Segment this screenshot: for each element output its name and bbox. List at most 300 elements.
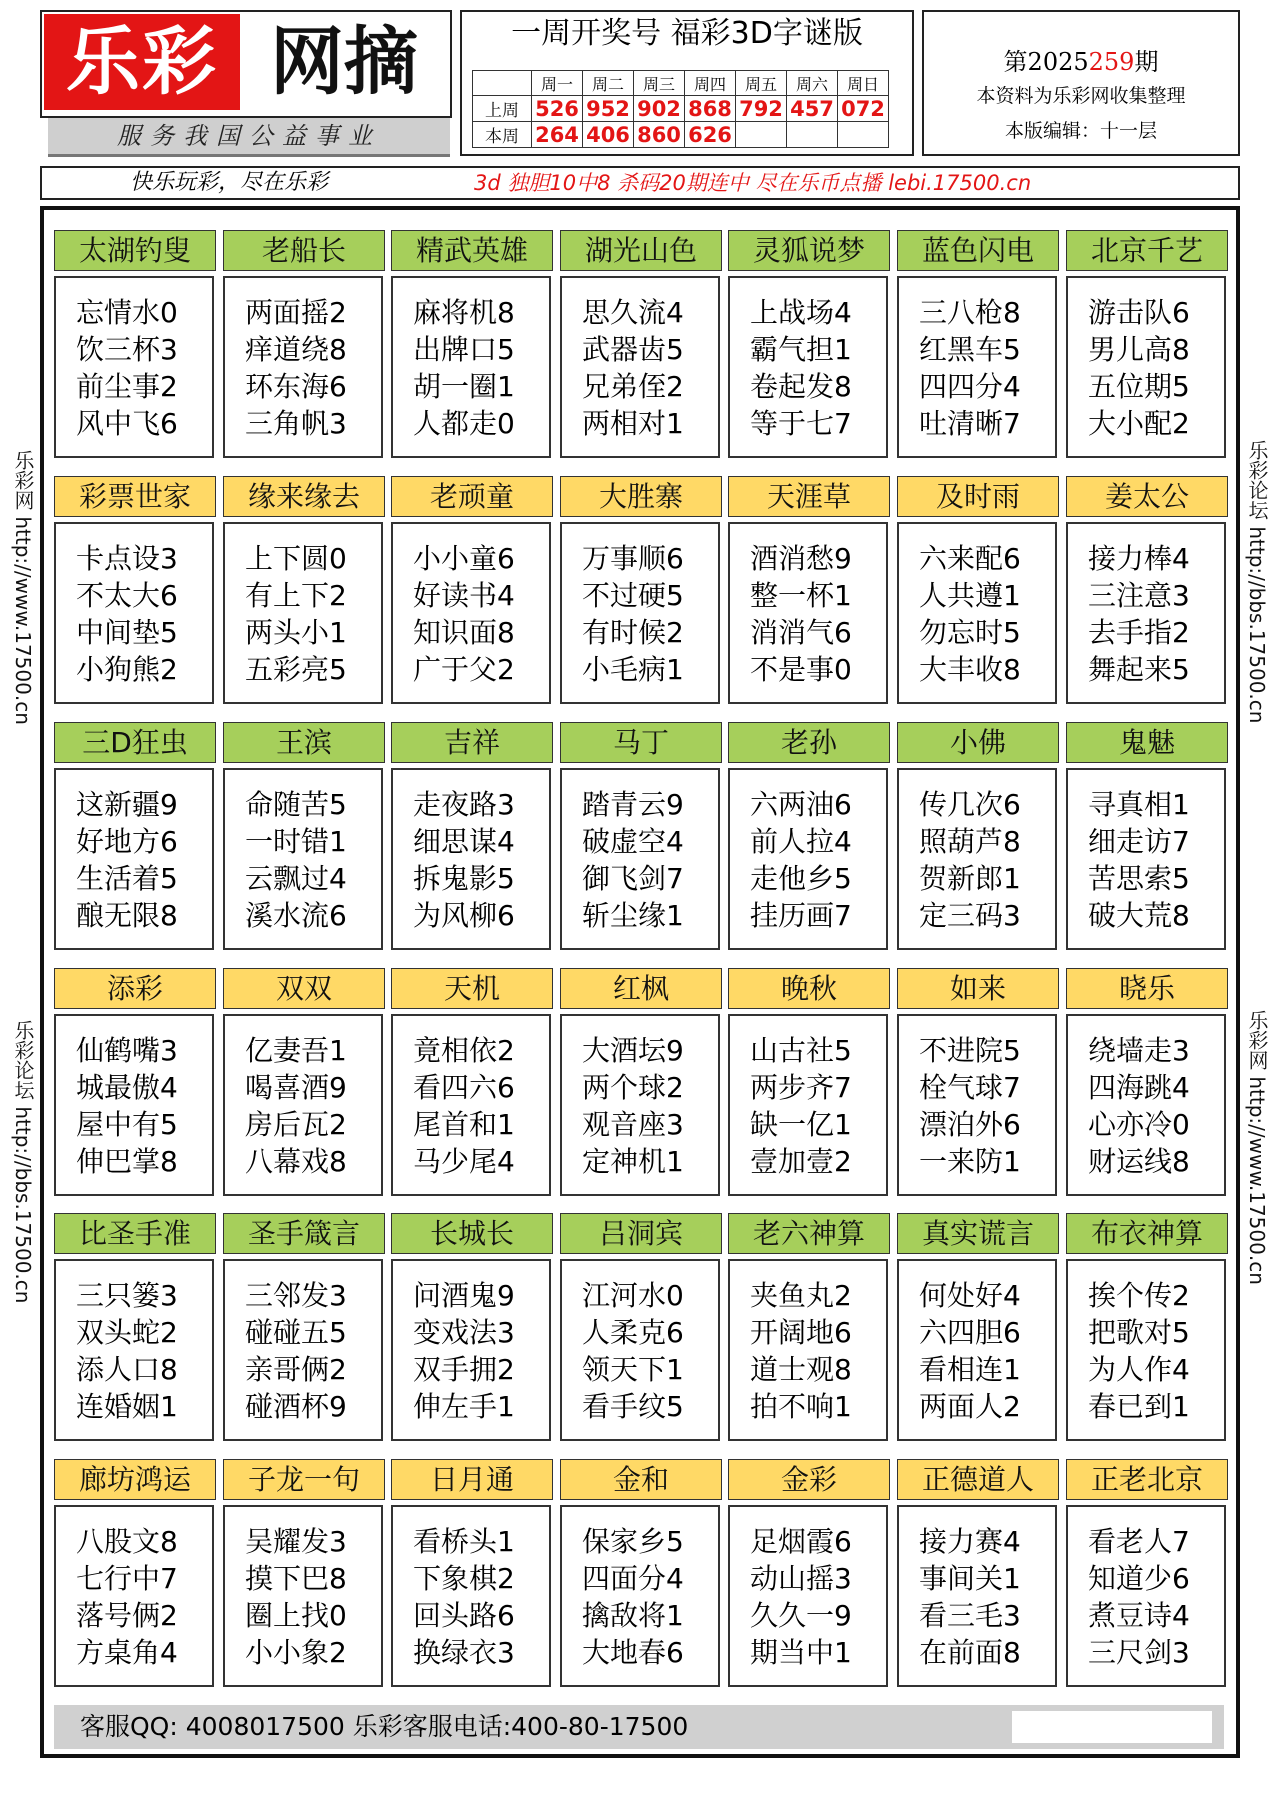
riddle-line: 夹鱼丸2 (750, 1279, 852, 1312)
riddle-line: 看三毛3 (919, 1599, 1021, 1632)
riddle-line: 添人口8 (76, 1353, 178, 1386)
riddle-line: 看相连1 (919, 1353, 1021, 1386)
riddle-line: 前尘事2 (76, 370, 178, 403)
riddle-line: 领天下1 (582, 1353, 684, 1386)
riddle-author: 添彩 (54, 968, 216, 1009)
riddle-author: 老六神算 (728, 1213, 890, 1254)
riddle-line: 竟相依2 (413, 1034, 515, 1067)
riddle-line: 饮三杯3 (76, 333, 178, 366)
riddle-line: 足烟霞6 (750, 1525, 852, 1558)
riddle-line: 细思谋4 (413, 825, 515, 858)
riddle-line: 伸巴掌8 (76, 1145, 178, 1178)
riddle-author: 老孙 (728, 722, 890, 763)
riddle-author: 金彩 (728, 1459, 890, 1500)
riddle-line: 财运线8 (1088, 1145, 1190, 1178)
riddle-author: 廊坊鸿运 (54, 1459, 216, 1500)
riddle-line: 走夜路3 (413, 788, 515, 821)
draw-numbers-box (460, 10, 914, 156)
riddle-line: 接力赛4 (919, 1525, 1021, 1558)
riddle-line: 酿无限8 (76, 899, 178, 932)
draw-header-row (473, 71, 889, 96)
riddle-line: 亿妻吾1 (245, 1034, 347, 1067)
riddle-author: 圣手箴言 (223, 1213, 385, 1254)
riddle-line: 接力棒4 (1088, 542, 1190, 575)
riddle-line: 大小配2 (1088, 407, 1190, 440)
riddle-line: 挨个传2 (1088, 1279, 1190, 1312)
riddle-line: 圈上找0 (245, 1599, 347, 1632)
riddle-card (560, 722, 722, 952)
day-header: 周三 (634, 71, 685, 96)
riddle-card (560, 968, 722, 1198)
riddle-line: 喝喜酒9 (245, 1071, 347, 1104)
riddle-author: 如来 (897, 968, 1059, 1009)
riddle-line: 大地春6 (582, 1636, 684, 1669)
riddle-line: 壹加壹2 (750, 1145, 852, 1178)
riddle-author: 吕洞宾 (560, 1213, 722, 1254)
day-header: 周五 (736, 71, 787, 96)
riddle-line: 溪水流6 (245, 899, 347, 932)
riddle-card (728, 722, 890, 952)
draw-number: 860 (634, 122, 685, 148)
riddle-line: 擒敌将1 (582, 1599, 684, 1632)
riddle-card (1066, 1459, 1228, 1689)
riddle-line: 一时错1 (245, 825, 347, 858)
riddle-line: 看手纹5 (582, 1390, 684, 1423)
riddle-line: 五彩亮5 (245, 653, 347, 686)
issue-box (922, 10, 1240, 156)
riddle-line: 前人拉4 (750, 825, 852, 858)
riddle-line: 照葫芦8 (919, 825, 1021, 858)
riddle-card (391, 1213, 553, 1443)
riddle-line: 在前面8 (919, 1636, 1021, 1669)
riddle-line: 游击队6 (1088, 296, 1190, 329)
riddle-line: 人共遵1 (919, 579, 1021, 612)
last-week-label: 上周 (473, 96, 532, 122)
riddle-line: 知识面8 (413, 616, 515, 649)
riddle-line: 知道少6 (1088, 1562, 1190, 1595)
riddle-card (1066, 968, 1228, 1198)
riddle-line: 缺一亿1 (750, 1108, 852, 1141)
riddle-line: 命随苦5 (245, 788, 347, 821)
draw-number (838, 122, 889, 148)
riddle-card (897, 722, 1059, 952)
riddle-line: 保家乡5 (582, 1525, 684, 1558)
riddle-card (391, 1459, 553, 1689)
riddle-author: 湖光山色 (560, 230, 722, 271)
riddle-line: 四四分4 (919, 370, 1021, 403)
riddle-line: 观音座3 (582, 1108, 684, 1141)
riddle-line: 期当中1 (750, 1636, 852, 1669)
riddle-author: 三D狂虫 (54, 722, 216, 763)
riddle-line: 开阔地6 (750, 1316, 852, 1349)
riddle-line: 走他乡5 (750, 862, 852, 895)
this-week-row (473, 122, 889, 148)
riddle-card (54, 1459, 216, 1689)
draw-table (472, 70, 889, 148)
issue-prefix: 第2025 (1003, 48, 1089, 76)
issue-suffix: 期 (1134, 48, 1159, 76)
riddle-author: 及时雨 (897, 476, 1059, 517)
riddle-line: 八股文8 (76, 1525, 178, 1558)
riddle-author: 天涯草 (728, 476, 890, 517)
riddle-line: 八幕戏8 (245, 1145, 347, 1178)
riddle-author: 子龙一句 (223, 1459, 385, 1500)
draw-number: 792 (736, 96, 787, 122)
riddle-line: 广于父2 (413, 653, 515, 686)
riddle-line: 上战场4 (750, 296, 852, 329)
riddle-line: 寻真相1 (1088, 788, 1190, 821)
riddle-line: 拆鬼影5 (413, 862, 515, 895)
riddle-line: 定神机1 (582, 1145, 684, 1178)
riddle-line: 山古社5 (750, 1034, 852, 1067)
riddle-card (728, 968, 890, 1198)
riddle-author: 精武英雄 (391, 230, 553, 271)
riddle-line: 看四六6 (413, 1071, 515, 1104)
banner-left: 快乐玩彩，尽在乐彩 (130, 170, 329, 195)
riddle-line: 胡一圈1 (413, 370, 515, 403)
riddle-line: 贺新郎1 (919, 862, 1021, 895)
riddle-line: 两面人2 (919, 1390, 1021, 1423)
riddle-line: 摸下巴8 (245, 1562, 347, 1595)
riddle-card (223, 1213, 385, 1443)
riddle-line: 环东海6 (245, 370, 347, 403)
draw-number (787, 122, 838, 148)
riddle-card (897, 476, 1059, 706)
riddle-line: 酒消愁9 (750, 542, 852, 575)
riddle-card (560, 476, 722, 706)
riddle-card (1066, 230, 1228, 460)
riddle-line: 变戏法3 (413, 1316, 515, 1349)
riddle-line: 三尺剑3 (1088, 1636, 1190, 1669)
riddle-line: 人都走0 (413, 407, 515, 440)
riddle-author: 老顽童 (391, 476, 553, 517)
riddle-card (897, 1213, 1059, 1443)
riddle-line: 整一杯1 (750, 579, 852, 612)
riddle-line: 上下圆0 (245, 542, 347, 575)
riddle-line: 房后瓦2 (245, 1108, 347, 1141)
riddle-author: 金和 (560, 1459, 722, 1500)
riddle-line: 两面摇2 (245, 296, 347, 329)
riddle-line: 春已到1 (1088, 1390, 1190, 1423)
riddle-line: 等于七7 (750, 407, 852, 440)
riddle-line: 尾首和1 (413, 1108, 515, 1141)
riddle-line: 动山摇3 (750, 1562, 852, 1595)
riddle-author: 北京千艺 (1066, 230, 1228, 271)
riddle-author: 比圣手准 (54, 1213, 216, 1254)
riddle-line: 万事顺6 (582, 542, 684, 575)
side-text-left-top: 乐彩网 http://www.17500.cn (11, 450, 35, 725)
riddle-author: 彩票世家 (54, 476, 216, 517)
riddle-line: 六两油6 (750, 788, 852, 821)
side-text-left-bottom: 乐彩论坛 http://bbs.17500.cn (11, 1020, 35, 1304)
riddle-author: 小佛 (897, 722, 1059, 763)
riddle-author: 长城长 (391, 1213, 553, 1254)
riddle-card (560, 1213, 722, 1443)
riddle-author: 蓝色闪电 (897, 230, 1059, 271)
side-text-right-bottom: 乐彩网 http://www.17500.cn (1245, 1010, 1269, 1285)
riddle-line: 出牌口5 (413, 333, 515, 366)
riddle-line: 云飘过4 (245, 862, 347, 895)
this-week-label: 本周 (473, 122, 532, 148)
riddle-line: 碰碰五5 (245, 1316, 347, 1349)
riddle-line: 看老人7 (1088, 1525, 1190, 1558)
riddle-line: 破大荒8 (1088, 899, 1190, 932)
info-line: 本资料为乐彩网收集整理 (976, 85, 1186, 107)
riddle-author: 天机 (391, 968, 553, 1009)
riddle-card (391, 722, 553, 952)
riddle-line: 不是事0 (750, 653, 852, 686)
riddle-author: 日月通 (391, 1459, 553, 1500)
slogan: 服务我国公益事业 (48, 118, 450, 157)
riddle-line: 去手指2 (1088, 616, 1190, 649)
day-header: 周日 (838, 71, 889, 96)
riddle-card (897, 230, 1059, 460)
riddle-line: 两相对1 (582, 407, 684, 440)
riddle-line: 两个球2 (582, 1071, 684, 1104)
riddle-line: 漂泊外6 (919, 1108, 1021, 1141)
riddle-line: 下象棋2 (413, 1562, 515, 1595)
logo-white-block: 网摘 (270, 19, 418, 105)
riddle-line: 三只篓3 (76, 1279, 178, 1312)
riddle-line: 有时候2 (582, 616, 684, 649)
riddle-line: 红黑车5 (919, 333, 1021, 366)
riddle-line: 武器齿5 (582, 333, 684, 366)
riddle-line: 舞起来5 (1088, 653, 1190, 686)
riddle-line: 双手拥2 (413, 1353, 515, 1386)
riddle-card (223, 968, 385, 1198)
riddle-line: 事间关1 (919, 1562, 1021, 1595)
riddle-card (560, 1459, 722, 1689)
riddle-author: 马丁 (560, 722, 722, 763)
footer-blank-box (1012, 1711, 1212, 1743)
riddle-line: 看桥头1 (413, 1525, 515, 1558)
riddle-line: 煮豆诗4 (1088, 1599, 1190, 1632)
riddle-line: 苦思索5 (1088, 862, 1190, 895)
last-week-row (473, 96, 889, 122)
draw-number: 072 (838, 96, 889, 122)
riddle-line: 三八枪8 (919, 296, 1021, 329)
riddle-line: 道士观8 (750, 1353, 852, 1386)
riddle-author: 正德道人 (897, 1459, 1059, 1500)
riddle-card (391, 230, 553, 460)
riddle-line: 方桌角4 (76, 1636, 178, 1669)
riddle-line: 屋中有5 (76, 1108, 178, 1141)
draw-number: 526 (532, 96, 583, 122)
riddle-line: 伸左手1 (413, 1390, 515, 1423)
riddle-author: 红枫 (560, 968, 722, 1009)
draw-number: 626 (685, 122, 736, 148)
riddle-line: 好读书4 (413, 579, 515, 612)
riddle-line: 踏青云9 (582, 788, 684, 821)
riddle-author: 王滨 (223, 722, 385, 763)
riddle-line: 吐清晰7 (919, 407, 1021, 440)
draw-number: 264 (532, 122, 583, 148)
riddle-line: 御飞剑7 (582, 862, 684, 895)
riddle-author: 太湖钓叟 (54, 230, 216, 271)
riddle-author: 鬼魅 (1066, 722, 1228, 763)
riddle-line: 碰酒杯9 (245, 1390, 347, 1423)
draw-number (736, 122, 787, 148)
riddle-line: 生活着5 (76, 862, 178, 895)
riddle-line: 四海跳4 (1088, 1071, 1190, 1104)
riddle-author: 老船长 (223, 230, 385, 271)
riddle-line: 小狗熊2 (76, 653, 178, 686)
riddle-line: 回头路6 (413, 1599, 515, 1632)
riddle-line: 绕墙走3 (1088, 1034, 1190, 1067)
riddle-line: 问酒鬼9 (413, 1279, 515, 1312)
riddle-line: 马少尾4 (413, 1145, 515, 1178)
riddle-line: 不过硬5 (582, 579, 684, 612)
riddle-line: 勿忘时5 (919, 616, 1021, 649)
riddle-card (54, 968, 216, 1198)
riddle-line: 卡点设3 (76, 542, 178, 575)
riddle-line: 把歌对5 (1088, 1316, 1190, 1349)
riddle-line: 传几次6 (919, 788, 1021, 821)
riddle-card (54, 476, 216, 706)
riddle-line: 大酒坛9 (582, 1034, 684, 1067)
riddle-line: 小毛病1 (582, 653, 684, 686)
riddle-line: 四面分4 (582, 1562, 684, 1595)
riddle-card (728, 230, 890, 460)
logo-red-block: 乐彩 (44, 14, 240, 110)
banner (40, 166, 1240, 200)
riddle-line: 斩尘缘1 (582, 899, 684, 932)
riddle-line: 大丰收8 (919, 653, 1021, 686)
riddle-line: 破虚空4 (582, 825, 684, 858)
day-header: 周一 (532, 71, 583, 96)
riddle-card (728, 1459, 890, 1689)
riddle-card (223, 1459, 385, 1689)
riddle-line: 城最傲4 (76, 1071, 178, 1104)
riddle-line: 思久流4 (582, 296, 684, 329)
banner-right: 3d 独胆10中8 杀码20期连中 尽在乐币点播 lebi.17500.cn (474, 171, 1032, 195)
riddle-line: 六四胆6 (919, 1316, 1021, 1349)
riddle-line: 小小象2 (245, 1636, 347, 1669)
issue-line (924, 42, 1238, 77)
issue-number: 259 (1088, 48, 1135, 76)
riddle-line: 人柔克6 (582, 1316, 684, 1349)
footer (54, 1705, 1224, 1749)
draw-corner (473, 71, 532, 96)
draw-number: 868 (685, 96, 736, 122)
day-header: 周二 (583, 71, 634, 96)
riddle-line: 六来配6 (919, 542, 1021, 575)
draw-number: 406 (583, 122, 634, 148)
riddle-card (223, 230, 385, 460)
riddle-card (391, 968, 553, 1198)
riddle-card (1066, 722, 1228, 952)
riddle-line: 小小童6 (413, 542, 515, 575)
riddle-line: 忘情水0 (76, 296, 178, 329)
riddle-card (54, 722, 216, 952)
riddle-line: 挂历画7 (750, 899, 852, 932)
riddle-author: 布衣神算 (1066, 1213, 1228, 1254)
riddle-card (1066, 476, 1228, 706)
riddle-line: 江河水0 (582, 1279, 684, 1312)
riddle-line: 七行中7 (76, 1562, 178, 1595)
riddle-author: 大胜寨 (560, 476, 722, 517)
riddle-line: 这新疆9 (76, 788, 178, 821)
riddle-card (391, 476, 553, 706)
riddle-card (1066, 1213, 1228, 1443)
riddle-line: 吴耀发3 (245, 1525, 347, 1558)
riddle-card (897, 968, 1059, 1198)
riddle-author: 晓乐 (1066, 968, 1228, 1009)
riddle-line: 中间垫5 (76, 616, 178, 649)
day-header: 周六 (787, 71, 838, 96)
riddle-author: 吉祥 (391, 722, 553, 763)
riddle-author: 姜太公 (1066, 476, 1228, 517)
riddle-line: 连婚姻1 (76, 1390, 178, 1423)
riddle-card (560, 230, 722, 460)
riddle-line: 心亦冷0 (1088, 1108, 1190, 1141)
riddle-line: 落号俩2 (76, 1599, 178, 1632)
riddle-line: 霸气担1 (750, 333, 852, 366)
riddle-line: 栓气球7 (919, 1071, 1021, 1104)
riddle-line: 何处好4 (919, 1279, 1021, 1312)
riddle-line: 消消气6 (750, 616, 852, 649)
riddle-line: 换绿衣3 (413, 1636, 515, 1669)
riddle-line: 为风柳6 (413, 899, 515, 932)
riddle-line: 久久一9 (750, 1599, 852, 1632)
riddle-card (223, 722, 385, 952)
riddle-line: 亲哥俩2 (245, 1353, 347, 1386)
riddle-line: 两步齐7 (750, 1071, 852, 1104)
riddle-line: 五位期5 (1088, 370, 1190, 403)
draw-number: 902 (634, 96, 685, 122)
riddle-line: 细走访7 (1088, 825, 1190, 858)
editor-line: 本版编辑：十一层 (1004, 120, 1157, 142)
riddle-line: 一来防1 (919, 1145, 1021, 1178)
riddle-card (728, 1213, 890, 1443)
side-text-right-top: 乐彩论坛 http://bbs.17500.cn (1245, 440, 1269, 724)
riddle-line: 双头蛇2 (76, 1316, 178, 1349)
riddle-card (897, 1459, 1059, 1689)
footer-contact: 客服QQ: 4008017500 乐彩客服电话:400-80-17500 (80, 1712, 689, 1741)
riddle-line: 拍不响1 (750, 1390, 852, 1423)
riddle-author: 正老北京 (1066, 1459, 1228, 1500)
riddle-card (54, 230, 216, 460)
riddle-line: 有上下2 (245, 579, 347, 612)
riddle-author: 真实谎言 (897, 1213, 1059, 1254)
riddle-line: 不进院5 (919, 1034, 1021, 1067)
riddle-line: 三角帆3 (245, 407, 347, 440)
draw-title: 一周开奖号 福彩3D字谜版 (511, 16, 863, 51)
riddle-author: 缘来缘去 (223, 476, 385, 517)
day-header: 周四 (685, 71, 736, 96)
riddle-line: 男儿高8 (1088, 333, 1190, 366)
riddle-line: 痒道绕8 (245, 333, 347, 366)
draw-number: 952 (583, 96, 634, 122)
riddle-line: 不太大6 (76, 579, 178, 612)
riddle-author: 灵狐说梦 (728, 230, 890, 271)
riddle-author: 晚秋 (728, 968, 890, 1009)
riddle-line: 风中飞6 (76, 407, 178, 440)
riddle-line: 卷起发8 (750, 370, 852, 403)
riddle-line: 两头小1 (245, 616, 347, 649)
riddle-line: 麻将机8 (413, 296, 515, 329)
riddle-line: 为人作4 (1088, 1353, 1190, 1386)
riddle-line: 定三码3 (919, 899, 1021, 932)
riddle-card (728, 476, 890, 706)
riddle-line: 三注意3 (1088, 579, 1190, 612)
draw-number: 457 (787, 96, 838, 122)
riddle-line: 好地方6 (76, 825, 178, 858)
riddle-card (54, 1213, 216, 1443)
riddle-line: 仙鹤嘴3 (76, 1034, 178, 1067)
riddle-author: 双双 (223, 968, 385, 1009)
logo (40, 10, 452, 118)
